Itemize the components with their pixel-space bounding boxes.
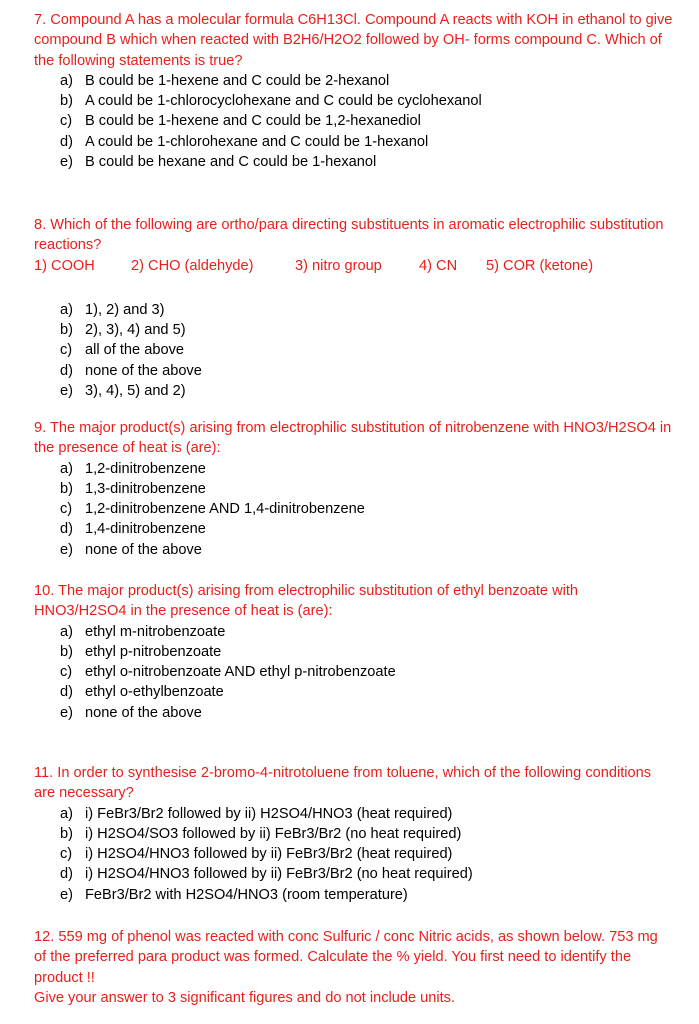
- question-8-text: 8. Which of the following are ortho/para directing substituents in aromatic electrophilic substitution reactions?: [34, 217, 664, 254]
- question-9-text: 9. The major product(s) arising from electrophilic substitution of nitrobenzene with HNO3/H2SO4 in the presence of heat is (are):: [34, 420, 672, 457]
- question-10-option-b[interactable]: b) ethyl p-nitrobenzoate: [60, 643, 222, 660]
- question-8: [34, 215, 674, 401]
- question-8-option-d[interactable]: d) none of the above: [60, 362, 202, 379]
- choice-2: 2) CHO (aldehyde): [131, 257, 254, 274]
- choice-5: 5) COR (ketone): [486, 257, 594, 274]
- choice-4: 4) CN: [419, 257, 458, 274]
- question-7-option-a[interactable]: a) B could be 1-hexene and C could be 2-hexanol: [60, 72, 390, 89]
- question-12: [34, 927, 674, 1008]
- question-11-options: [34, 804, 674, 905]
- question-7: [34, 10, 674, 172]
- question-8-option-e[interactable]: e) 3), 4), 5) and 2): [60, 383, 186, 400]
- question-9-option-e[interactable]: e) none of the above: [60, 541, 202, 558]
- question-10-option-c[interactable]: c) ethyl o-nitrobenzoate AND ethyl p-nitrobenzoate: [60, 664, 396, 681]
- question-11: [34, 763, 674, 905]
- question-9-option-a[interactable]: a) 1,2-dinitrobenzene: [60, 460, 206, 477]
- question-8-option-c[interactable]: c) all of the above: [60, 342, 184, 359]
- question-9: [34, 418, 674, 560]
- question-11-option-b[interactable]: b) i) H2SO4/SO3 followed by ii) FeBr3/Br2 (no heat required): [60, 825, 462, 842]
- question-11-option-d[interactable]: d) i) H2SO4/HNO3 followed by ii) FeBr3/Br2 (no heat required): [60, 866, 473, 883]
- question-12-instruction: Give your answer to 3 significant figures and do not include units.: [34, 989, 456, 1006]
- question-8-options: [34, 300, 674, 401]
- question-11-option-a[interactable]: a) i) FeBr3/Br2 followed by ii) H2SO4/HNO3 (heat required): [60, 805, 453, 822]
- question-7-option-b[interactable]: b) A could be 1-chlorocyclohexane and C could be cyclohexanol: [60, 93, 482, 110]
- question-9-option-b[interactable]: b) 1,3-dinitrobenzene: [60, 480, 206, 497]
- question-7-option-d[interactable]: d) A could be 1-chlorohexane and C could be 1-hexanol: [60, 133, 429, 150]
- question-10-option-d[interactable]: d) ethyl o-ethylbenzoate: [60, 684, 224, 701]
- choice-3: 3) nitro group: [295, 257, 382, 274]
- question-11-option-e[interactable]: e) FeBr3/Br2 with H2SO4/HNO3 (room temperature): [60, 886, 408, 903]
- question-7-option-c[interactable]: c) B could be 1-hexene and C could be 1,2-hexanediol: [60, 113, 421, 130]
- question-9-option-c[interactable]: c) 1,2-dinitrobenzene AND 1,4-dinitrobenzene: [60, 501, 365, 518]
- question-7-options: [34, 71, 674, 172]
- question-8-option-a[interactable]: a) 1), 2) and 3): [60, 301, 165, 318]
- question-10: [34, 581, 674, 723]
- question-7-text: 7. Compound A has a molecular formula C6H13Cl. Compound A reacts with KOH in ethanol to give compound B which when reacted with B2H6/H2O2 followed by OH- forms compound C. Which of the following statements is true?: [34, 12, 673, 69]
- choice-1: 1) COOH: [34, 257, 95, 274]
- question-10-text: 10. The major product(s) arising from electrophilic substitution of ethyl benzoate with HNO3/H2SO4 in the presence of heat is (are):: [34, 583, 579, 620]
- question-8-choices: [34, 256, 674, 276]
- question-8-option-b[interactable]: b) 2), 3), 4) and 5): [60, 322, 186, 339]
- question-11-option-c[interactable]: c) i) H2SO4/HNO3 followed by ii) FeBr3/Br2 (heat required): [60, 846, 453, 863]
- question-10-option-a[interactable]: a) ethyl m-nitrobenzoate: [60, 623, 226, 640]
- question-9-options: [34, 459, 674, 560]
- question-11-text: 11. In order to synthesise 2-bromo-4-nitrotoluene from toluene, which of the following conditions are necessary?: [34, 765, 652, 802]
- question-10-options: [34, 622, 674, 723]
- question-12-text: 12. 559 mg of phenol was reacted with conc Sulfuric / conc Nitric acids, as shown below. 753 mg of the preferred para product was formed. Calculate the % yield. You first need to identify the product !!: [34, 929, 658, 986]
- question-9-option-d[interactable]: d) 1,4-dinitrobenzene: [60, 521, 206, 538]
- question-10-option-e[interactable]: e) none of the above: [60, 704, 202, 721]
- question-7-option-e[interactable]: e) B could be hexane and C could be 1-hexanol: [60, 154, 377, 171]
